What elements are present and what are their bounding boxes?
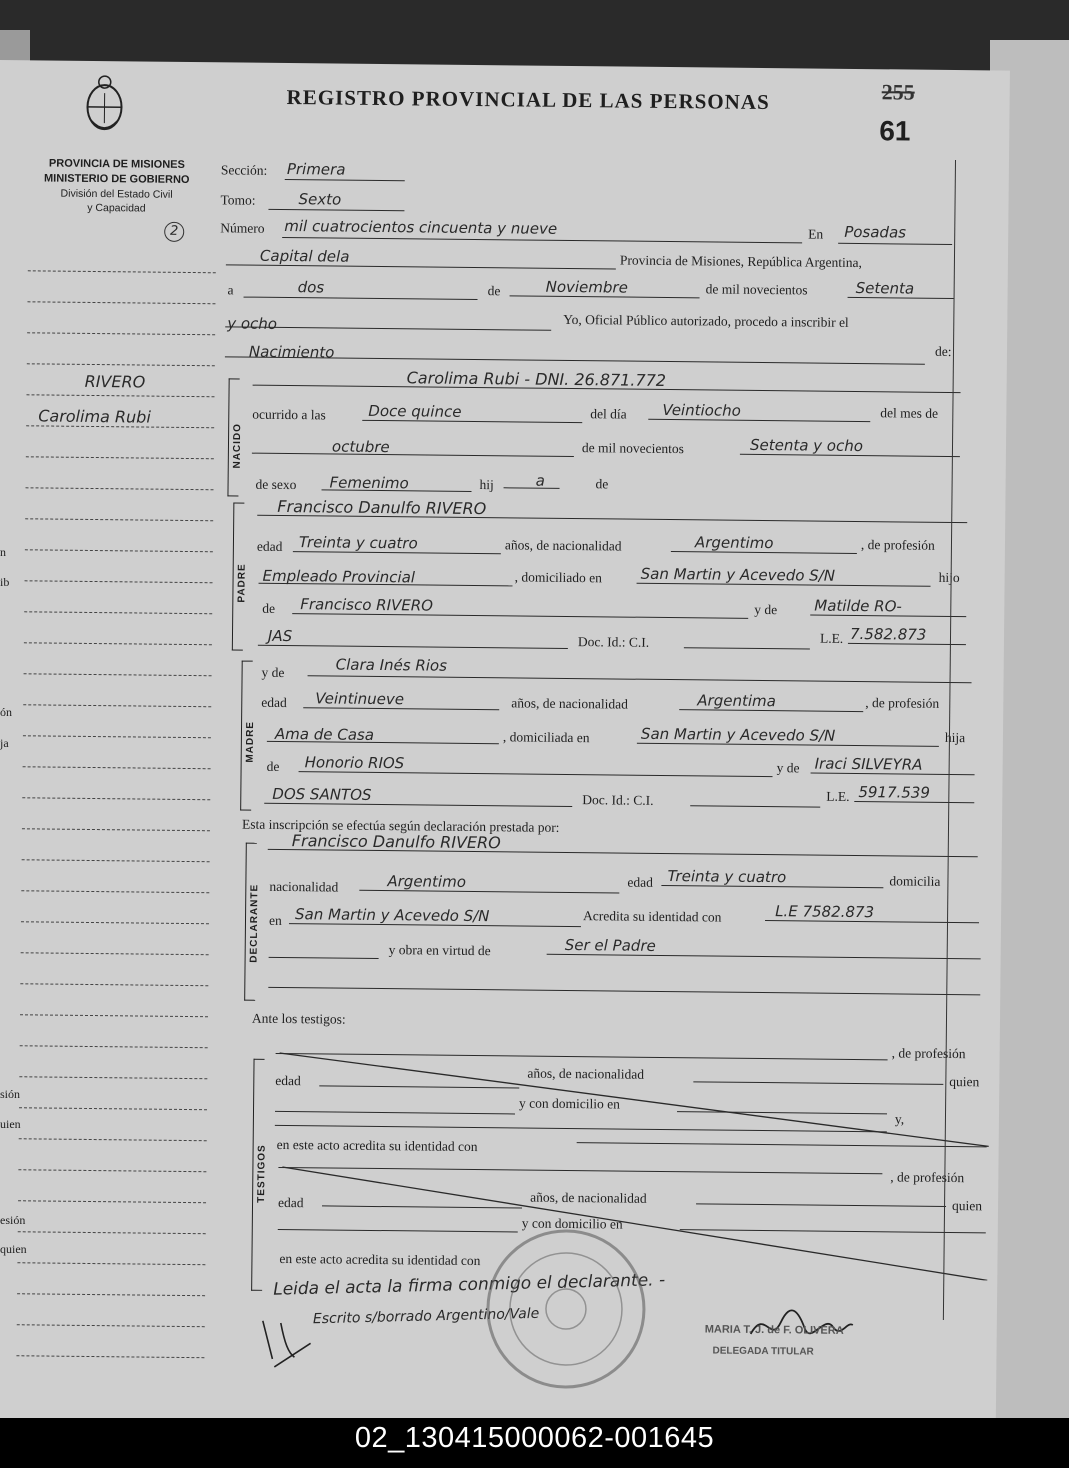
padre-domicilio-line [637,583,931,587]
official-name: MARIA T. J. de F. OLIVERA [704,1323,844,1337]
declarante-name: Francisco Danulfo RIVERO [291,831,501,853]
madre-y-de2-label: y de [776,760,800,776]
margin-line [24,642,212,645]
padre-de-label: de [262,600,276,616]
margin-line [25,580,213,583]
declarante-domicilio-value: San Martin y Acevedo S/N [294,905,490,926]
margin-line [24,611,212,614]
padre-domiciliado-label: , domiciliado en [514,569,603,586]
seccion-line [285,179,405,181]
cutoff-fragment: esión [0,1213,26,1227]
madre-madre-value: Iraci SILVEYRA [814,754,923,774]
coat-of-arms-icon [81,73,128,135]
padre-edad-value: Treinta y cuatro [298,533,418,553]
declarante-domicilia-label: domicilia [889,873,941,889]
margin-line [20,1045,208,1048]
corner-mark: 2 [164,222,184,242]
padre-le-label: L.E. [819,630,844,646]
margin-line [22,797,210,800]
provincia-label: Provincia de Misiones, República Argentina, [619,252,862,271]
padre-doc-label: Doc. Id.: C.I. [577,634,650,650]
margin-line [17,1293,205,1296]
declarante-extra-line [268,987,980,995]
declarante-identidad-value: L.E 7582.873 [775,902,875,922]
padre-madre-cont: JAS [267,626,293,646]
declarante-name-line [268,849,978,857]
madre-nacionalidad-line [679,709,863,712]
lugar-value: Posadas [844,222,907,242]
margin-line [22,828,210,831]
official-title: DELEGADA TITULAR [712,1345,814,1358]
official-stamp [480,1223,652,1395]
testigo2-acredita-label: en este acto acredita su identidad con [279,1250,481,1269]
ministry-name: MINISTERIO DE GOBIERNO [43,172,190,186]
nacido-dia-line [648,419,870,422]
register-page [0,60,1010,1433]
en-label: En [808,226,824,242]
declarante-edad-line [661,885,883,888]
division-name: División del Estado Civil [60,187,173,201]
sexo-value: Femenimo [329,473,409,493]
madre-doc-label: Doc. Id.: C.I. [582,792,654,808]
nacido-de-mil-label: de mil novecientos [581,440,685,457]
margin-line [19,1138,207,1141]
del-dia-label: del día [590,406,627,422]
padre-padre-value: Francisco RIVERO [300,595,434,615]
padre-edad-line [293,551,501,554]
testigo1-edad-label: edad [275,1072,301,1089]
madre-profesion-value: Ama de Casa [274,724,375,744]
declarante-nacionalidad-value: Argentimo [387,872,467,891]
padre-doc-line [684,647,810,649]
testigo1-y-label: y, [894,1111,905,1127]
madre-domicilio-line [637,743,939,747]
footer-code: 02_130415000062-001645 [354,1422,715,1454]
margin-line [22,859,210,862]
padre-le-value: 7.582.873 [849,624,927,644]
testigo2-anos-label: años, de nacionalidad [530,1189,647,1206]
struck-page-number: 255 [881,79,915,105]
province-name: PROVINCIA DE MISIONES [48,157,185,171]
testigo1-acredita-label: en este acto acredita su identidad con [276,1136,478,1155]
lugar-line [838,243,952,245]
declarante-obra-pre-line [269,957,379,959]
anio-value: Setenta [855,278,915,298]
testigo1-domicilio-label: y con domicilio en [519,1095,621,1112]
madre-profesion-label: , de profesión [865,695,940,711]
padre-edad-label: edad [256,538,283,554]
margin-line [27,301,215,304]
margin-given-names: Carolima Rubi [38,406,151,427]
nacido-name: Carolima Rubi - DNI. 26.871.772 [406,368,667,390]
testigo1-profesion-label: , de profesión [891,1045,966,1062]
margin-line [23,766,211,769]
ocurrido-label: ocurrido a las [252,406,326,423]
margin-line [21,921,209,924]
madre-madre-line [811,773,975,776]
madre-name: Clara Inés Rios [335,655,448,675]
closing-line-2: Escrito s/borrado Argentino/Vale [312,1305,540,1328]
page-number: 61 [879,115,911,147]
nacido-anio-value: Setenta y ocho [749,435,864,456]
padre-madre-value: Matilde RO- [814,596,902,616]
margin-line [25,549,213,552]
padre-name: Francisco Danulfo RIVERO [277,496,487,519]
acto-value: Nacimiento [248,342,335,362]
cutoff-fragment: n [0,545,6,559]
tomo-line [268,209,404,211]
padre-padre-line [292,613,748,619]
madre-padre-line [299,771,773,777]
sexo-label: de sexo [255,476,297,493]
declarante-acredita-label: Acredita su identidad con [582,908,722,925]
capital-line [226,264,616,269]
margin-line [17,1324,205,1327]
testigo2-edad-label: edad [277,1194,304,1211]
padre-name-line [257,515,967,523]
hora-value: Doce quince [368,401,462,421]
anio-line [848,297,954,299]
cutoff-fragment: ja [0,736,9,750]
margin-line [18,1169,206,1172]
madre-hija-label: hija [944,729,966,746]
declarante-section-label: DECLARANTE [248,883,261,963]
numero-label: Número [220,220,265,236]
margin-line [20,983,208,986]
nacido-de-label: de [595,476,609,492]
numero-value: mil cuatrocientos cincuenta y nueve [284,216,558,238]
nacido-dia-value: Veintiocho [662,400,741,420]
padre-madre-line [810,615,966,618]
madre-le-value: 5917.539 [858,783,931,802]
madre-name-line [308,675,972,683]
hijo-label: hij [479,477,494,493]
madre-le-label: L.E. [826,788,850,804]
nacido-section-label: NACIDO [231,422,244,469]
margin-line [27,332,215,335]
madre-madre-cont: DOS SANTOS [272,784,372,804]
margin-line [26,394,214,397]
madre-section-label: MADRE [244,720,257,763]
testigo2-quien-label: quien [951,1198,983,1214]
margin-surname: RIVERO [84,371,146,392]
testigo1-anos-label: años, de nacionalidad [527,1065,645,1082]
madre-y-de-label: y de [261,664,285,681]
margin-line [26,487,214,490]
madre-padre-value: Honorio RIOS [304,753,405,773]
declarante-en-label: en [268,912,282,928]
margin-line [16,1355,204,1358]
declarante-nacionalidad-label: nacionalidad [269,878,339,895]
dia-line [244,297,478,300]
madre-nacionalidad-value: Argentima [697,691,776,711]
madre-le-line [854,801,974,803]
madre-edad-value: Veintinueve [315,689,405,709]
cutoff-fragment: quien [0,1242,27,1256]
madre-domicilio-value: San Martin y Acevedo S/N [640,724,836,745]
del-mes-label: del mes de [880,405,939,421]
padre-section-label: PADRE [236,563,248,603]
cutoff-fragment: sión [0,1087,21,1101]
mes-line [510,295,700,298]
margin-line [17,1262,205,1265]
madre-madre-cont-line [264,803,572,807]
numero-line [282,237,802,243]
testigo2-profesion-label: , de profesión [890,1169,965,1186]
margin-lines [0,60,1010,71]
declarante-nacionalidad-line [359,890,619,894]
margin-line [20,1014,208,1017]
closing-line-1: Leida el acta la firma conmigo el declarante. - [273,1270,666,1300]
madre-de-label: de [266,758,280,774]
testigos-intro: Ante los testigos: [251,1010,346,1027]
madre-anos-label: años, de nacionalidad [511,695,628,712]
page-title: REGISTRO PROVINCIAL DE LAS PERSONAS [286,85,770,115]
madre-edad-line [303,707,499,710]
margin-line [23,704,211,707]
margin-line [18,1200,206,1203]
padre-anos-label: años, de nacionalidad [504,537,622,554]
padre-madre-cont-line [258,645,568,649]
madre-domiciliada-label: , domiciliada en [502,729,590,746]
nacido-mes-line [252,453,574,457]
capital-value: Capital dela [259,246,350,266]
testigo2-domicilio-label: y con domicilio en [521,1215,623,1232]
tomo-label: Tomo: [220,192,256,208]
dia-value: dos [297,278,325,297]
padre-domicilio-value: San Martin y Acevedo S/N [640,564,836,585]
oficial-label: Yo, Oficial Público autorizado, procedo a inscribir el [563,311,849,330]
margin-line [18,1231,206,1234]
mes-value: Noviembre [545,277,628,297]
anio-cont-value: y ocho [227,314,278,333]
declarante-intro: Esta inscripción se efectúa según declaración prestada por: [241,816,560,835]
margin-line [19,1076,207,1079]
padre-profesion-value: Empleado Provincial [262,566,416,587]
padre-y-de-label: y de [754,601,778,618]
padre-nacionalidad-value: Argentimo [694,533,774,553]
cutoff-fragment: ón [0,705,12,719]
hijo-line [504,487,560,489]
tomo-value: Sexto [298,190,342,209]
padre-profesion-label: , de profesión [860,537,935,553]
nacido-anio-line [740,454,960,457]
declarante-domicilio-line [289,923,581,927]
cutoff-fragment: ib [0,575,10,589]
de-colon-label: de: [934,343,952,359]
de-mil-label: de mil novecientos [705,281,808,298]
padre-nacionalidad-line [671,551,857,554]
de-label: de [487,283,501,299]
margin-line [21,952,209,955]
margin-line [19,1107,207,1110]
institution-header [26,156,207,216]
madre-edad-label: edad [261,694,287,711]
declarante-obra-label: y obra en virtud de [388,942,491,959]
margin-line [28,270,216,273]
declarante-edad-label: edad [627,874,653,890]
nacido-mes-value: octubre [331,437,390,457]
margin-line [25,518,213,521]
margin-line [26,456,214,459]
division-sub: y Capacidad [87,201,146,215]
hora-line [362,420,582,423]
hijo-suffix: a [535,471,545,490]
declarante-virtud-line [547,954,981,960]
padre-le-line [848,643,966,645]
seccion-value: Primera [286,160,346,179]
padre-hijo-label: hijo [938,569,960,586]
margin-signature [254,1313,325,1374]
margin-line [24,673,212,676]
margin-line [21,890,209,893]
a-label: a [227,282,234,298]
cutoff-fragment: uien [0,1117,21,1131]
seccion-label: Sección: [220,162,268,178]
testigo1-quien-label: quien [949,1073,980,1090]
declarante-virtud-value: Ser el Padre [564,935,656,955]
testigos-section-label: TESTIGOS [256,1144,268,1203]
margin-line [27,363,215,366]
margin-line [23,735,211,738]
declarante-edad-value: Treinta y cuatro [667,867,787,887]
madre-doc-line [690,805,820,807]
